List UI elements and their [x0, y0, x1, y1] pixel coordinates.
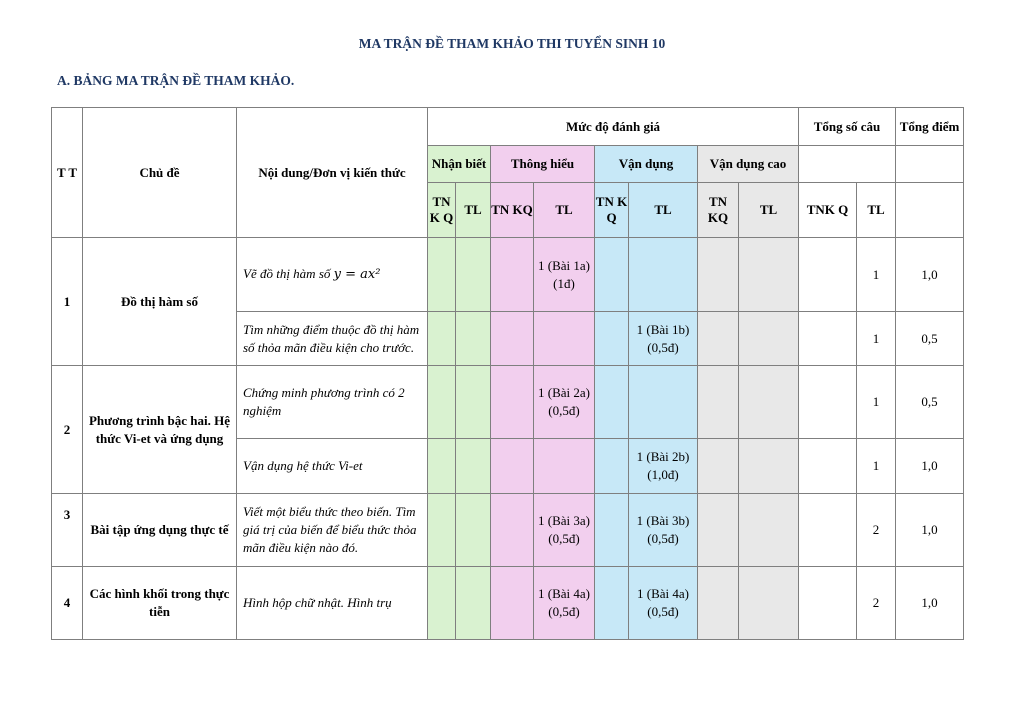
understanding-tl-cell: 1 (Bài 4a) (0,5đ) [534, 567, 595, 640]
topic-cell: Bài tập ứng dụng thực tế [83, 494, 237, 567]
understanding-tl-cell: 1 (Bài 1a) (1đ) [534, 238, 595, 312]
content-cell: Tìm những điểm thuộc đồ thị hàm số thỏa mãn điều kiện cho trước. [237, 312, 428, 366]
application-tl-cell: 1 (Bài 1b) (0,5đ) [629, 312, 698, 366]
row-number: 1 [52, 238, 83, 366]
understanding-tl-cell [534, 312, 595, 366]
total-tl-cell: 1 [857, 366, 896, 439]
header-empty-cell [896, 183, 964, 238]
header-understanding: Thông hiểu [491, 146, 595, 183]
points-cell: 1,0 [896, 494, 964, 567]
topic-cell: Các hình khối trong thực tiễn [83, 567, 237, 640]
table-row [52, 366, 964, 439]
header-empty-cell [896, 146, 964, 183]
table-row [52, 238, 964, 312]
points-cell: 1,0 [896, 439, 964, 494]
row-number: 3 [52, 494, 83, 567]
application-tl-cell: 1 (Bài 2b) (1,0đ) [629, 439, 698, 494]
points-cell: 1,0 [896, 567, 964, 640]
header-tnkq: TNK Q [799, 183, 857, 238]
header-tl: TL [534, 183, 595, 238]
header-content: Nội dung/Đơn vị kiến thức [237, 108, 428, 238]
application-tl-cell [629, 366, 698, 439]
understanding-tl-cell [534, 439, 595, 494]
header-tnkq: TN KQ [698, 183, 739, 238]
content-cell [237, 238, 428, 312]
header-advanced-application: Vận dụng cao [698, 146, 799, 183]
total-tl-cell: 2 [857, 567, 896, 640]
header-topic: Chủ đề [83, 108, 237, 238]
points-cell: 0,5 [896, 312, 964, 366]
header-tnkq: TN K Q [595, 183, 629, 238]
content-cell: Vận dụng hệ thức Vi-et [237, 439, 428, 494]
row-number: 4 [52, 567, 83, 640]
header-tnkq: TN KQ [491, 183, 534, 238]
row-number: 2 [52, 366, 83, 494]
header-tl: TL [629, 183, 698, 238]
header-total-questions: Tổng số câu [799, 108, 896, 146]
header-assessment-level: Mức độ đánh giá [428, 108, 799, 146]
total-tl-cell: 2 [857, 494, 896, 567]
application-tl-cell: 1 (Bài 4a) (0,5đ) [629, 567, 698, 640]
content-cell: Chứng minh phương trình có 2 nghiệm [237, 366, 428, 439]
table-row [52, 567, 964, 640]
section-heading: A. BẢNG MA TRẬN ĐỀ THAM KHẢO. [57, 73, 295, 88]
application-tl-cell: 1 (Bài 3b) (0,5đ) [629, 494, 698, 567]
header-empty-cell [799, 146, 896, 183]
header-tl: TL [456, 183, 491, 238]
points-cell: 1,0 [896, 238, 964, 312]
page-title: MA TRẬN ĐỀ THAM KHẢO THI TUYỂN SINH 10 [358, 36, 666, 51]
header-application: Vận dụng [595, 146, 698, 183]
assessment-matrix-table [51, 107, 964, 640]
topic-cell: Phương trình bậc hai. Hệ thức Vi-et và ứng dụng [83, 366, 237, 494]
header-tl: TL [857, 183, 896, 238]
formula: y = ax² [333, 267, 381, 282]
understanding-tl-cell: 1 (Bài 2a) (0,5đ) [534, 366, 595, 439]
content-text: Vẽ đồ thị hàm số [243, 266, 334, 281]
total-tl-cell: 1 [857, 312, 896, 366]
content-cell: Hình hộp chữ nhật. Hình trụ [237, 567, 428, 640]
header-tnkq: TN K Q [428, 183, 456, 238]
topic-cell: Đồ thị hàm số [83, 238, 237, 366]
content-cell: Viết một biểu thức theo biến. Tìm giá trị của biến để biểu thức thỏa mãn điều kiện nào đó. [237, 494, 428, 567]
total-tl-cell: 1 [857, 238, 896, 312]
table-row [52, 494, 964, 567]
header-recognition: Nhận biết [428, 146, 491, 183]
header-tl: TL [739, 183, 799, 238]
understanding-tl-cell: 1 (Bài 3a) (0,5đ) [534, 494, 595, 567]
total-tl-cell: 1 [857, 439, 896, 494]
header-tt: T T [52, 108, 83, 238]
application-tl-cell [629, 238, 698, 312]
points-cell: 0,5 [896, 366, 964, 439]
header-total-points: Tổng điểm [896, 108, 964, 146]
